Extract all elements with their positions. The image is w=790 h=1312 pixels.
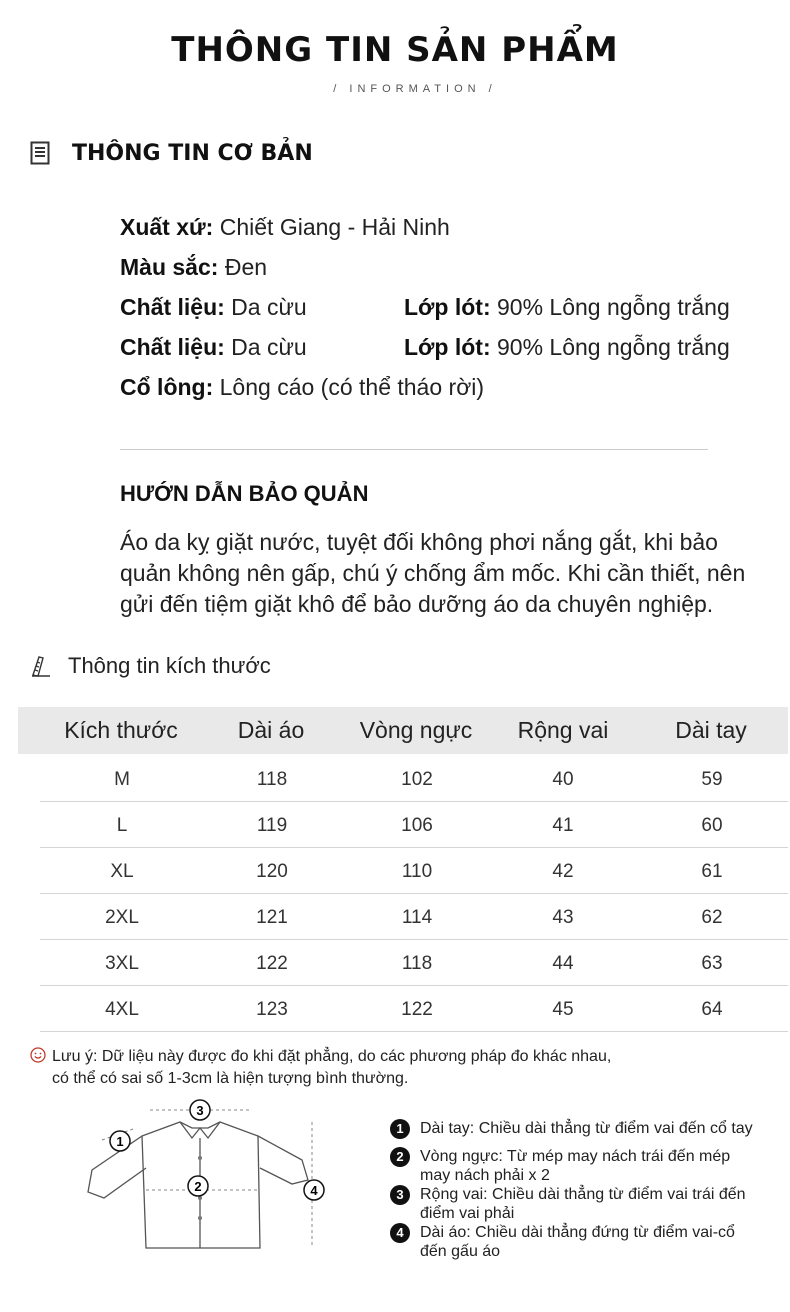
table-cell: L <box>116 815 128 836</box>
lining-label: Lớp lót: <box>404 334 491 360</box>
basic-info-title: THÔNG TIN CƠ BẢN <box>72 140 313 166</box>
measurement-note <box>30 1046 770 1090</box>
origin-row <box>120 214 450 241</box>
legend-text: Rộng vai: Chiều dài thẳng từ điểm vai trái đến điểm vai phải <box>420 1186 746 1222</box>
document-icon <box>30 141 50 165</box>
table-cell: 62 <box>701 907 723 928</box>
table-row <box>40 986 788 1032</box>
page-title: THÔNG TIN SẢN PHẨM <box>171 30 619 70</box>
marker-2: 2 <box>194 1179 202 1194</box>
care-line: quản không nên gấp, chú ý chống ẩm mốc. Khi cần thiết, nên <box>120 560 746 586</box>
table-row <box>40 848 788 894</box>
legend-number: 1 <box>390 1119 410 1139</box>
material-label: Chất liệu: <box>120 334 225 360</box>
care-line: Áo da kỵ giặt nước, tuyệt đối không phơi nắng gắt, khi bảo <box>120 529 718 555</box>
ruler-pencil-icon <box>30 654 52 678</box>
material-row <box>120 294 730 321</box>
column-header: Kích thước <box>64 717 178 743</box>
column-header: Vòng ngực <box>359 717 473 743</box>
marker-1: 1 <box>116 1134 124 1149</box>
table-cell: 122 <box>256 953 288 974</box>
table-cell: 2XL <box>105 907 139 928</box>
table-cell: 40 <box>552 769 574 790</box>
lining-value: 90% Lông ngỗng trắng <box>490 334 730 360</box>
color-row <box>120 254 267 281</box>
note-line: có thể có sai số 1-3cm là hiện tượng bình thường. <box>52 1070 409 1087</box>
color-value: Đen <box>218 254 268 280</box>
table-cell: 118 <box>401 953 433 974</box>
table-cell: 110 <box>401 861 433 882</box>
table-cell: 120 <box>256 861 288 882</box>
table-cell: 119 <box>256 815 288 836</box>
legend-number: 3 <box>390 1185 410 1205</box>
table-cell: 118 <box>256 769 288 790</box>
table-row <box>40 894 788 940</box>
table-cell: 122 <box>401 999 433 1020</box>
table-cell: 121 <box>256 907 288 928</box>
smile-icon <box>30 1047 46 1063</box>
color-label: Màu sắc: <box>120 254 219 280</box>
table-cell: 41 <box>552 815 574 836</box>
table-cell: M <box>114 769 130 790</box>
care-heading: HƯỚN DẪN BẢO QUẢN <box>120 481 369 506</box>
column-header: Dài tay <box>675 717 747 743</box>
table-cell: 114 <box>401 907 433 928</box>
jacket-diagram <box>80 1098 340 1258</box>
table-cell: 61 <box>701 861 723 882</box>
marker-4: 4 <box>310 1183 318 1198</box>
table-cell: 123 <box>256 999 288 1020</box>
table-cell: 3XL <box>105 953 139 974</box>
material-label: Chất liệu: <box>120 294 225 320</box>
lining-label: Lớp lót: <box>404 294 491 320</box>
table-cell: 59 <box>701 769 723 790</box>
legend-item <box>390 1185 785 1223</box>
basic-info-heading <box>30 138 313 168</box>
size-table-header <box>18 707 788 754</box>
marker-3: 3 <box>196 1103 204 1118</box>
table-cell: 43 <box>552 907 574 928</box>
material-row <box>120 334 730 361</box>
care-instructions <box>120 527 760 620</box>
table-cell: 64 <box>701 999 723 1020</box>
legend-item <box>390 1223 785 1261</box>
collar-row <box>120 374 484 401</box>
legend-item <box>390 1147 785 1185</box>
legend-text: Dài áo: Chiều dài thẳng đứng từ điểm vai-cổ đến gấu áo <box>420 1224 735 1260</box>
column-header: Dài áo <box>237 717 305 743</box>
legend-text: Vòng ngực: Từ mép may nách trái đến mép may nách phải x 2 <box>420 1148 731 1184</box>
origin-value: Chiết Giang - Hải Ninh <box>213 214 450 240</box>
collar-value: Lông cáo (có thể tháo rời) <box>213 374 485 400</box>
table-cell: 63 <box>701 953 723 974</box>
material-value: Da cừu <box>224 294 307 320</box>
table-cell: 4XL <box>105 999 139 1020</box>
size-info-title: Thông tin kích thước <box>68 653 271 678</box>
table-row <box>40 940 788 986</box>
page-subtitle: / INFORMATION / <box>333 83 497 95</box>
legend-item <box>390 1119 785 1138</box>
care-line: gửi đến tiệm giặt khô để bảo dưỡng áo da chuyên nghiệp. <box>120 591 714 617</box>
table-cell: 42 <box>552 861 574 882</box>
table-cell: 44 <box>552 953 574 974</box>
legend-number: 4 <box>390 1223 410 1243</box>
table-row <box>40 756 788 802</box>
table-cell: 60 <box>701 815 723 836</box>
legend-text: Dài tay: Chiều dài thẳng từ điểm vai đến cổ tay <box>420 1120 753 1137</box>
section-divider <box>120 449 708 450</box>
table-cell: XL <box>110 861 134 882</box>
legend-number: 2 <box>390 1147 410 1167</box>
collar-label: Cổ lông: <box>120 374 214 400</box>
table-cell: 106 <box>401 815 433 836</box>
table-row <box>40 802 788 848</box>
material-value: Da cừu <box>224 334 307 360</box>
table-cell: 102 <box>401 769 433 790</box>
table-cell: 45 <box>552 999 574 1020</box>
column-header: Rộng vai <box>517 717 609 743</box>
note-line: Lưu ý: Dữ liệu này được đo khi đặt phẳng, do các phương pháp đo khác nhau, <box>52 1048 612 1065</box>
lining-value: 90% Lông ngỗng trắng <box>490 294 730 320</box>
origin-label: Xuất xứ: <box>120 214 214 240</box>
size-info-heading <box>30 653 271 679</box>
